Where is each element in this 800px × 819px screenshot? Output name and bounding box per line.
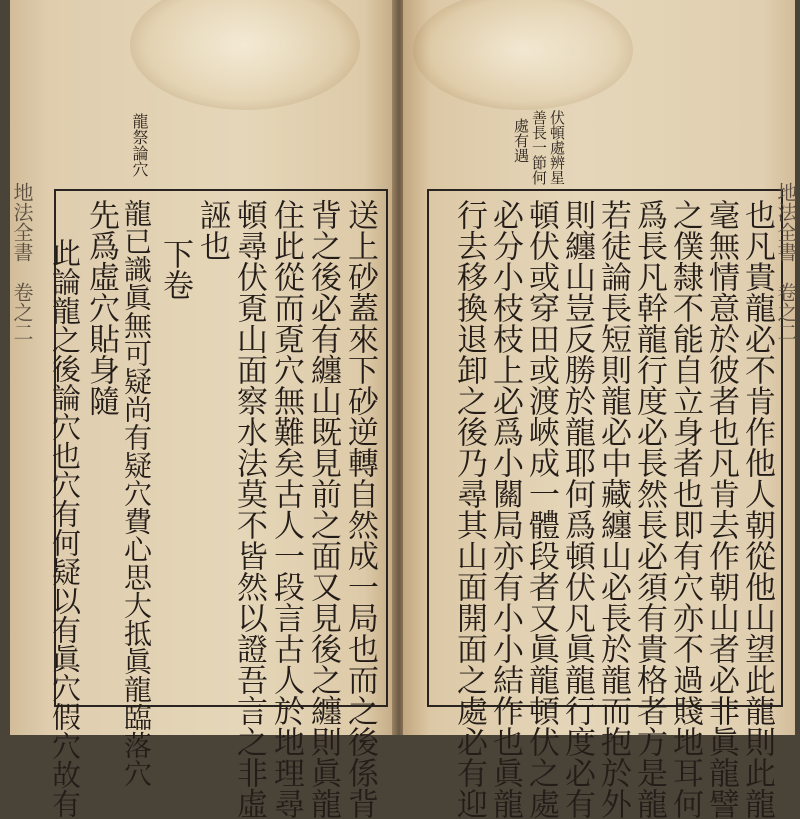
text-column: 此論龍之後論穴也穴有何疑以有眞穴假穴故有: [48, 238, 82, 818]
text-column: 龍已識眞無可疑尚有疑穴費心思大抵眞龍臨落穴: [120, 199, 153, 787]
left-margin-note: 龍祭論穴: [130, 113, 149, 177]
text-column: 行去移換退卸之後乃尋其山面開面之處必有迎: [451, 199, 487, 819]
text-column: 頓尋伏覔山面察水法莫不皆然以證吾言之非虛: [231, 199, 267, 819]
margin-note: 善長一節何: [530, 110, 548, 185]
left-spine-label: 地法全書 卷之二: [10, 182, 34, 342]
water-stain: [413, 0, 633, 110]
text-column: 也凡貴龍必不肯作他人朝從他山望此龍則此龍: [739, 199, 775, 819]
margin-note: 處有遇: [512, 118, 530, 163]
text-column: 背之後必有纏山既見前之面又見後之纏則眞龍: [305, 199, 341, 819]
text-column: 送上砂蓋來下砂逆轉自然成一局也而之後係背: [342, 199, 378, 819]
text-column: 則纏山豈反勝於龍耶何爲頓伏凡眞龍行度必有: [559, 199, 595, 819]
text-column: 若徒論長短則龍必中藏纏山必長於龍而抱於外: [595, 199, 631, 819]
text-column: 頓伏或穿田或渡峽成一體段者又眞龍頓伏之處: [523, 199, 559, 819]
text-column: 爲長凡幹龍行度必長然長必須有貴格者方是龍: [631, 199, 667, 819]
text-column: 誣也: [194, 199, 230, 261]
text-column: 毫無情意於彼者也凡肯去作朝山者必非眞龍譬: [703, 199, 739, 819]
text-column: 住此從而覔穴無難矣古人一段言古人於地理尋: [268, 199, 304, 819]
text-column: 之僕隸不能自立身者也即有穴亦不過賤地耳何: [667, 199, 703, 819]
water-stain: [130, 0, 360, 110]
text-column: 先爲虛穴貼身隨: [83, 199, 119, 416]
right-spine-label: 地法全書 卷之二: [774, 182, 798, 342]
text-column: 必分小枝枝上必爲小關局亦有小小結作也眞龍: [487, 199, 523, 819]
left-page: [10, 0, 395, 819]
section-heading: 下卷: [157, 238, 193, 300]
right-page: [403, 0, 798, 819]
margin-note: 伏頓處辨星: [548, 110, 566, 185]
